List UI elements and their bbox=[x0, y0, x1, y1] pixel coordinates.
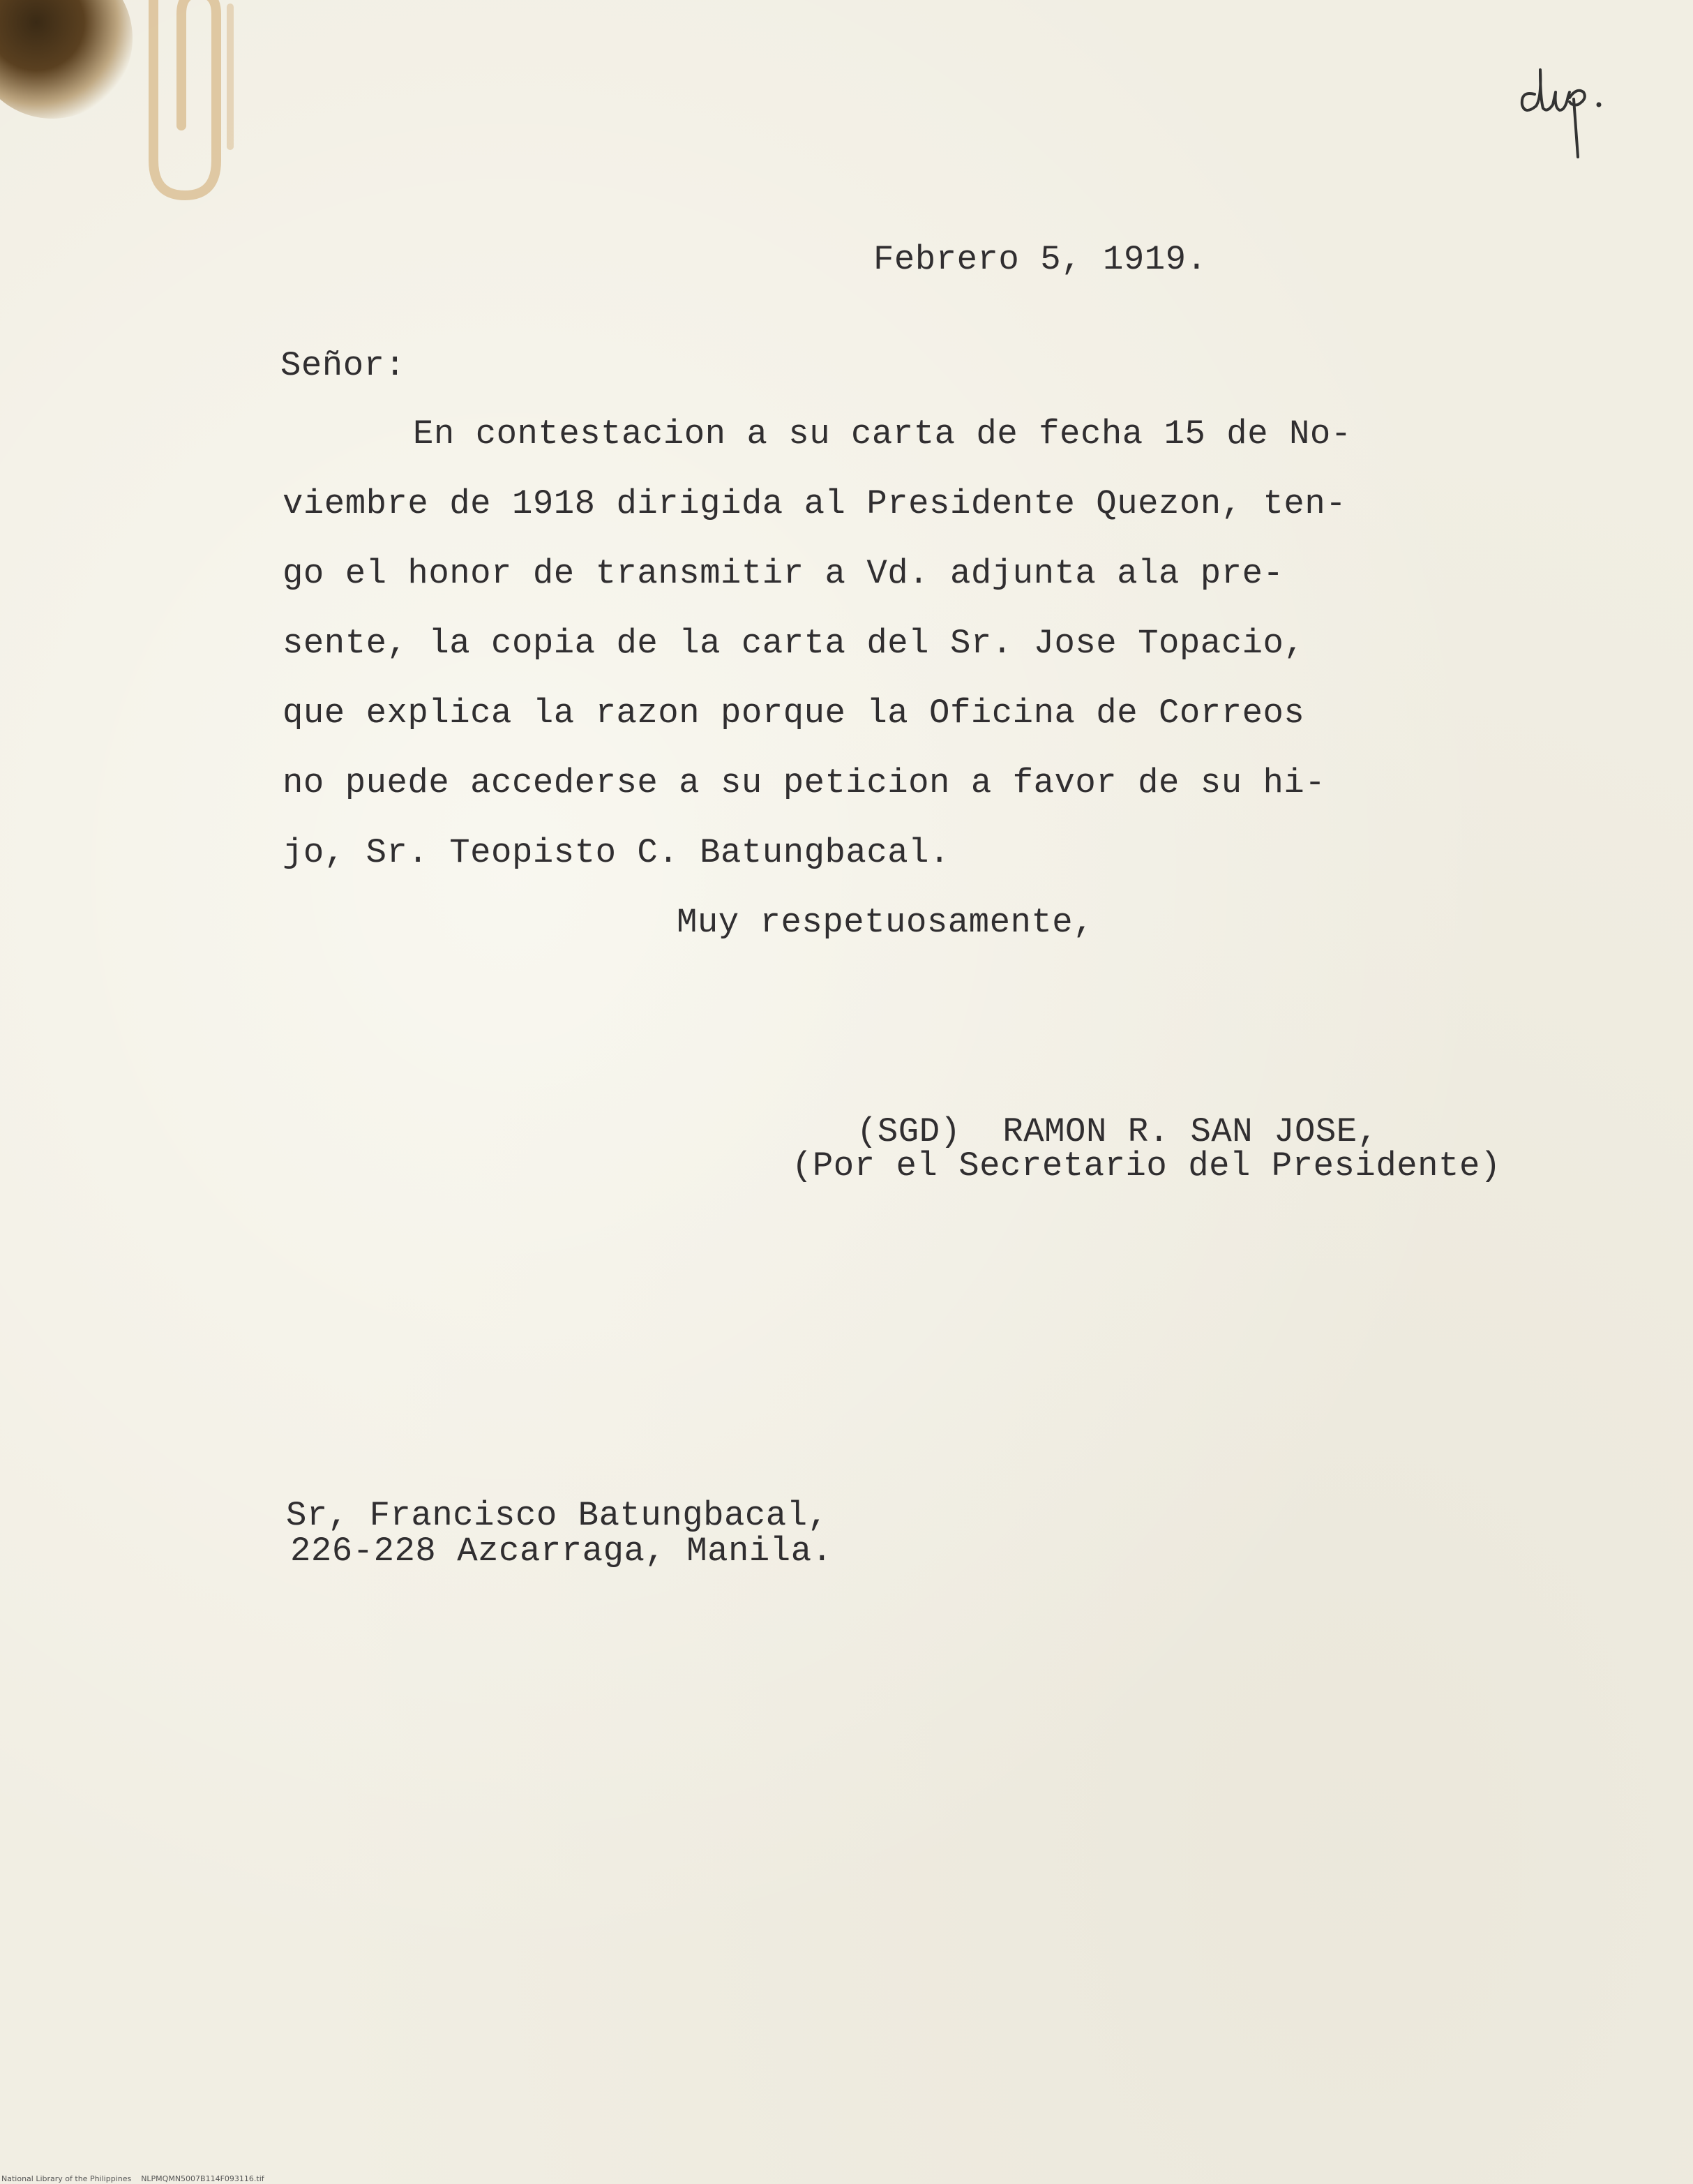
signature-name: (SGD) RAMON R. SAN JOSE, bbox=[857, 1112, 1378, 1151]
body-line-7: jo, Sr. Teopisto C. Batungbacal. bbox=[283, 833, 950, 872]
signature-title: (Por el Secretario del Presidente) bbox=[792, 1146, 1501, 1186]
body-line-5: que explica la razon porque la Oficina de Correos bbox=[283, 694, 1305, 733]
salutation: Señor: bbox=[280, 346, 406, 385]
body-line-6: no puede accederse a su peticion a favor de su hi- bbox=[283, 763, 1326, 802]
paperclip-rust-mark bbox=[126, 0, 258, 216]
handwritten-dup-note bbox=[1514, 56, 1625, 160]
corner-stain bbox=[0, 0, 133, 119]
letter-date: Febrero 5, 1919. bbox=[873, 240, 1207, 279]
archive-footer-label: National Library of the Philippines NLPMQMN5007B114F093116.tif bbox=[1, 2174, 264, 2183]
body-line-3: go el honor de transmitir a Vd. adjunta ala pre- bbox=[283, 554, 1284, 593]
body-line-2: viembre de 1918 dirigida al Presidente Quezon, ten- bbox=[283, 484, 1347, 523]
body-line-1: En contestacion a su carta de fecha 15 de No- bbox=[413, 414, 1352, 454]
body-line-4: sente, la copia de la carta del Sr. Jose Topacio, bbox=[283, 624, 1305, 663]
recipient-address-line-2: 226-228 Azcarraga, Manila. bbox=[290, 1532, 833, 1571]
closing: Muy respetuosamente, bbox=[677, 903, 1094, 942]
recipient-address-line-1: Sr, Francisco Batungbacal, bbox=[286, 1496, 829, 1535]
